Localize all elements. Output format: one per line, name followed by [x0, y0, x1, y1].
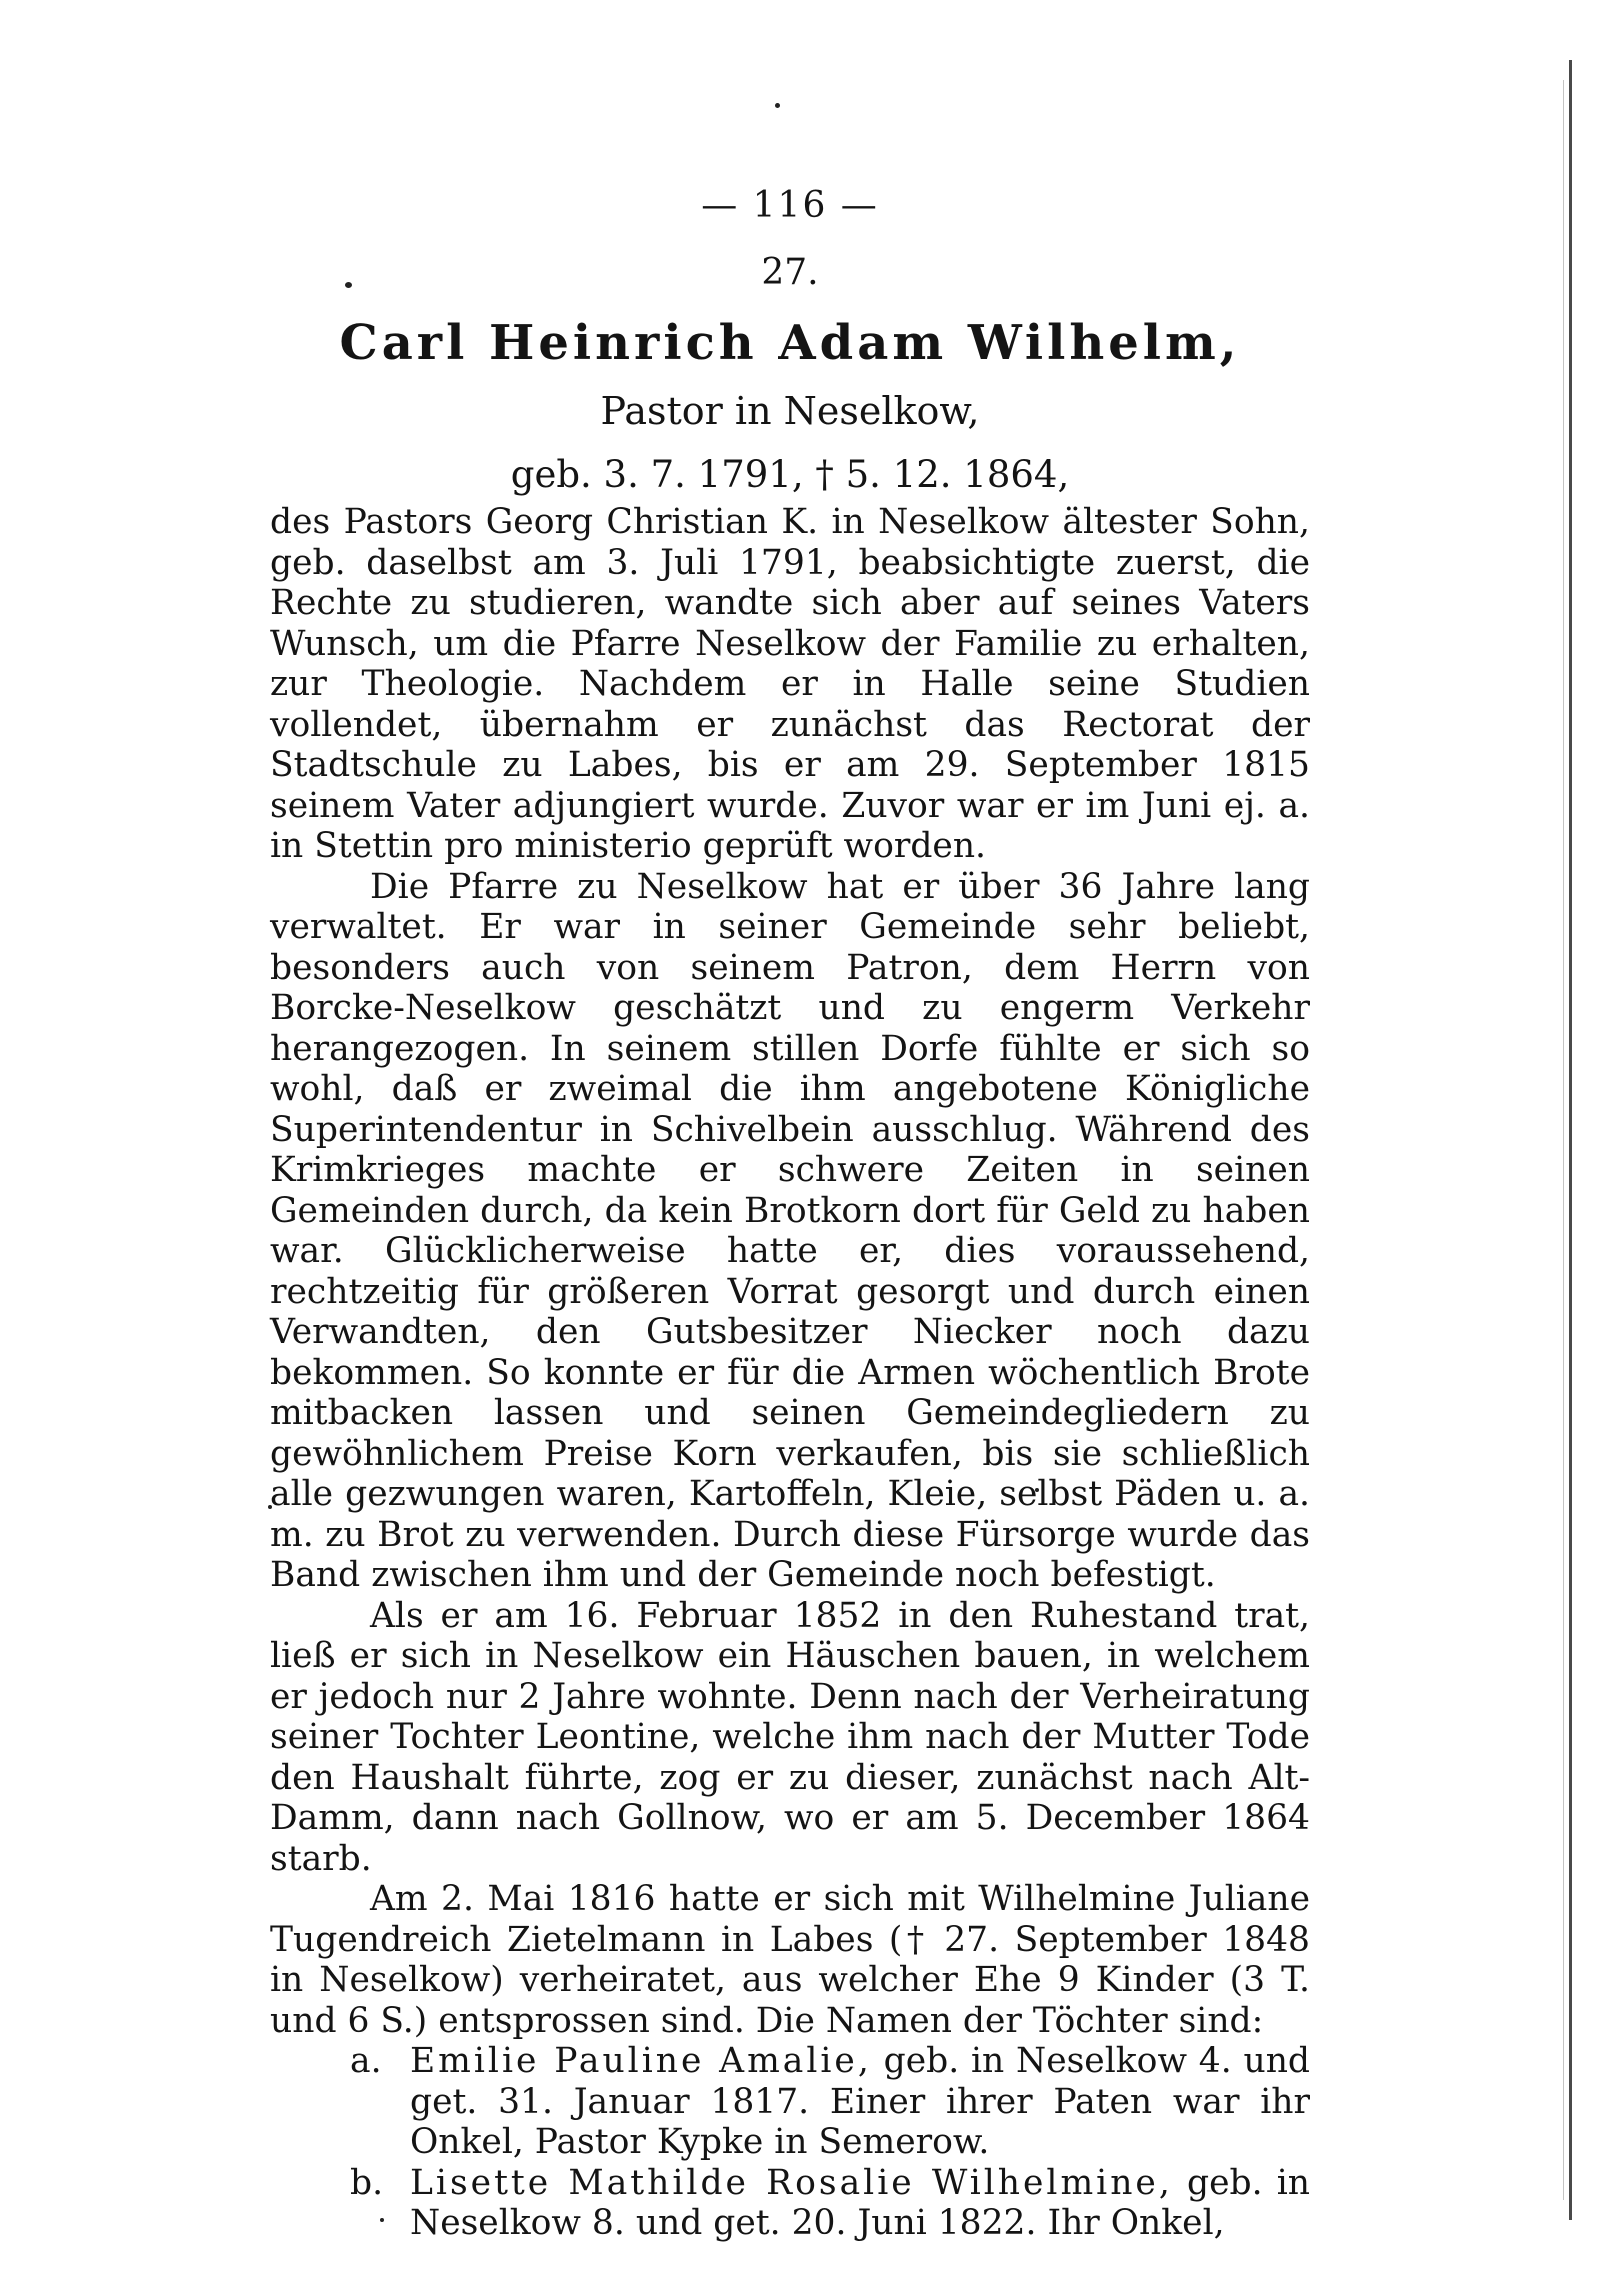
scan-page-edge-shadow [1563, 80, 1564, 2200]
list-item [270, 2163, 1310, 2244]
entry-number: 27. [761, 252, 819, 293]
entry-dates: geb. 3. 7. 1791, † 5. 12. 1864, [510, 453, 1070, 496]
biography-text [270, 502, 1310, 2244]
page-content [270, 185, 1310, 2244]
entry-title: Pastor in Neselkow, [600, 389, 980, 433]
daughter-details: geb. in Neselkow 8. und get. 20. Juni 1822. Ihr Onkel, [410, 2162, 1310, 2243]
paragraph-4: Am 2. Mai 1816 hatte er sich mit Wilhelmine Juliane Tugendreich Zietelmann in Labes († 27. September 1848 in Neselkow) verheiratet, aus welcher Ehe 9 Kinder (3 T. und 6 S.) entsprossen sind. Die Namen der Töchter sind: [270, 1879, 1310, 2041]
daughter-name: Lisette Mathilde Rosalie Wilhelmine, [410, 2162, 1173, 2203]
paragraph-2: Die Pfarre zu Neselkow hat er über 36 Jahre lang verwaltet. Er war in seiner Gemeinde sehr beliebt, besonders auch von seinem Patron, dem Herrn von Borcke-Neselkow geschätzt und zu engerm Verkehr herangezogen. In seinem stillen Dorfe fühlte er sich so wohl, daß er zweimal die ihm angebotene Königliche Superintendentur in Schivelbein ausschlug. Während des Krimkrieges machte er schwere Zeiten in seinen Gemeinden durch, da kein Brotkorn dort für Geld zu haben war. Glücklicherweise hatte er, dies voraussehend, rechtzeitig für größeren Vorrat gesorgt und durch einen Verwandten, den Gutsbesitzer Niecker noch dazu bekommen. So konnte er für die Armen wöchentlich Brote mitbacken lassen und seinen Gemeindegliedern zu gewöhnlichem Preise Korn verkaufen, bis sie schließlich alle gezwungen waren, Kartoffeln, Kleie, selbst Päden u. a. m. zu Brot zu verwenden. Durch diese Fürsorge wurde das Band zwischen ihm und der Gemeinde noch befestigt. [270, 866, 1310, 1595]
entry-name: Carl Heinrich Adam Wilhelm, [339, 315, 1241, 371]
daughters-list [270, 2041, 1310, 2244]
paragraph-1: des Pastors Georg Christian K. in Neselkow ältester Sohn, geb. daselbst am 3. Juli 1791, beabsichtigte zuerst, die Rechte zu studieren, wandte sich aber auf seines Vaters Wunsch, um die Pfarre Neselkow der Familie zu erhalten, zur Theologie. Nachdem er in Halle seine Studien vollendet, übernahm er zunächst das Rectorat der Stadtschule zu Labes, bis er am 29. September 1815 seinem Vater adjungiert wurde. Zuvor war er im Juni ej. a. in Stettin pro ministerio geprüft worden. [270, 502, 1310, 866]
list-marker: b. [350, 2162, 384, 2203]
list-item [270, 2041, 1310, 2163]
list-marker: a. [350, 2041, 382, 2081]
page-number: — 116 — [701, 185, 879, 226]
scan-speck [775, 103, 780, 108]
scan-page-edge [1569, 60, 1572, 2220]
daughter-details: geb. in Neselkow 4. und get. 31. Januar 1817. Einer ihrer Paten war ihr Onkel, Pastor Kypke in Semerow. [410, 2041, 1310, 2162]
daughter-name: Emilie Pauline Amalie, [410, 2041, 872, 2081]
paragraph-3: Als er am 16. Februar 1852 in den Ruhestand trat, ließ er sich in Neselkow ein Häuschen bauen, in welchem er jedoch nur 2 Jahre wohnte. Denn nach der Verheiratung seiner Tochter Leontine, welche ihm nach der Mutter Tode den Haushalt führte, zog er zu dieser, zunächst nach Alt-Damm, dann nach Gollnow, wo er am 5. December 1864 starb. [270, 1595, 1310, 1879]
